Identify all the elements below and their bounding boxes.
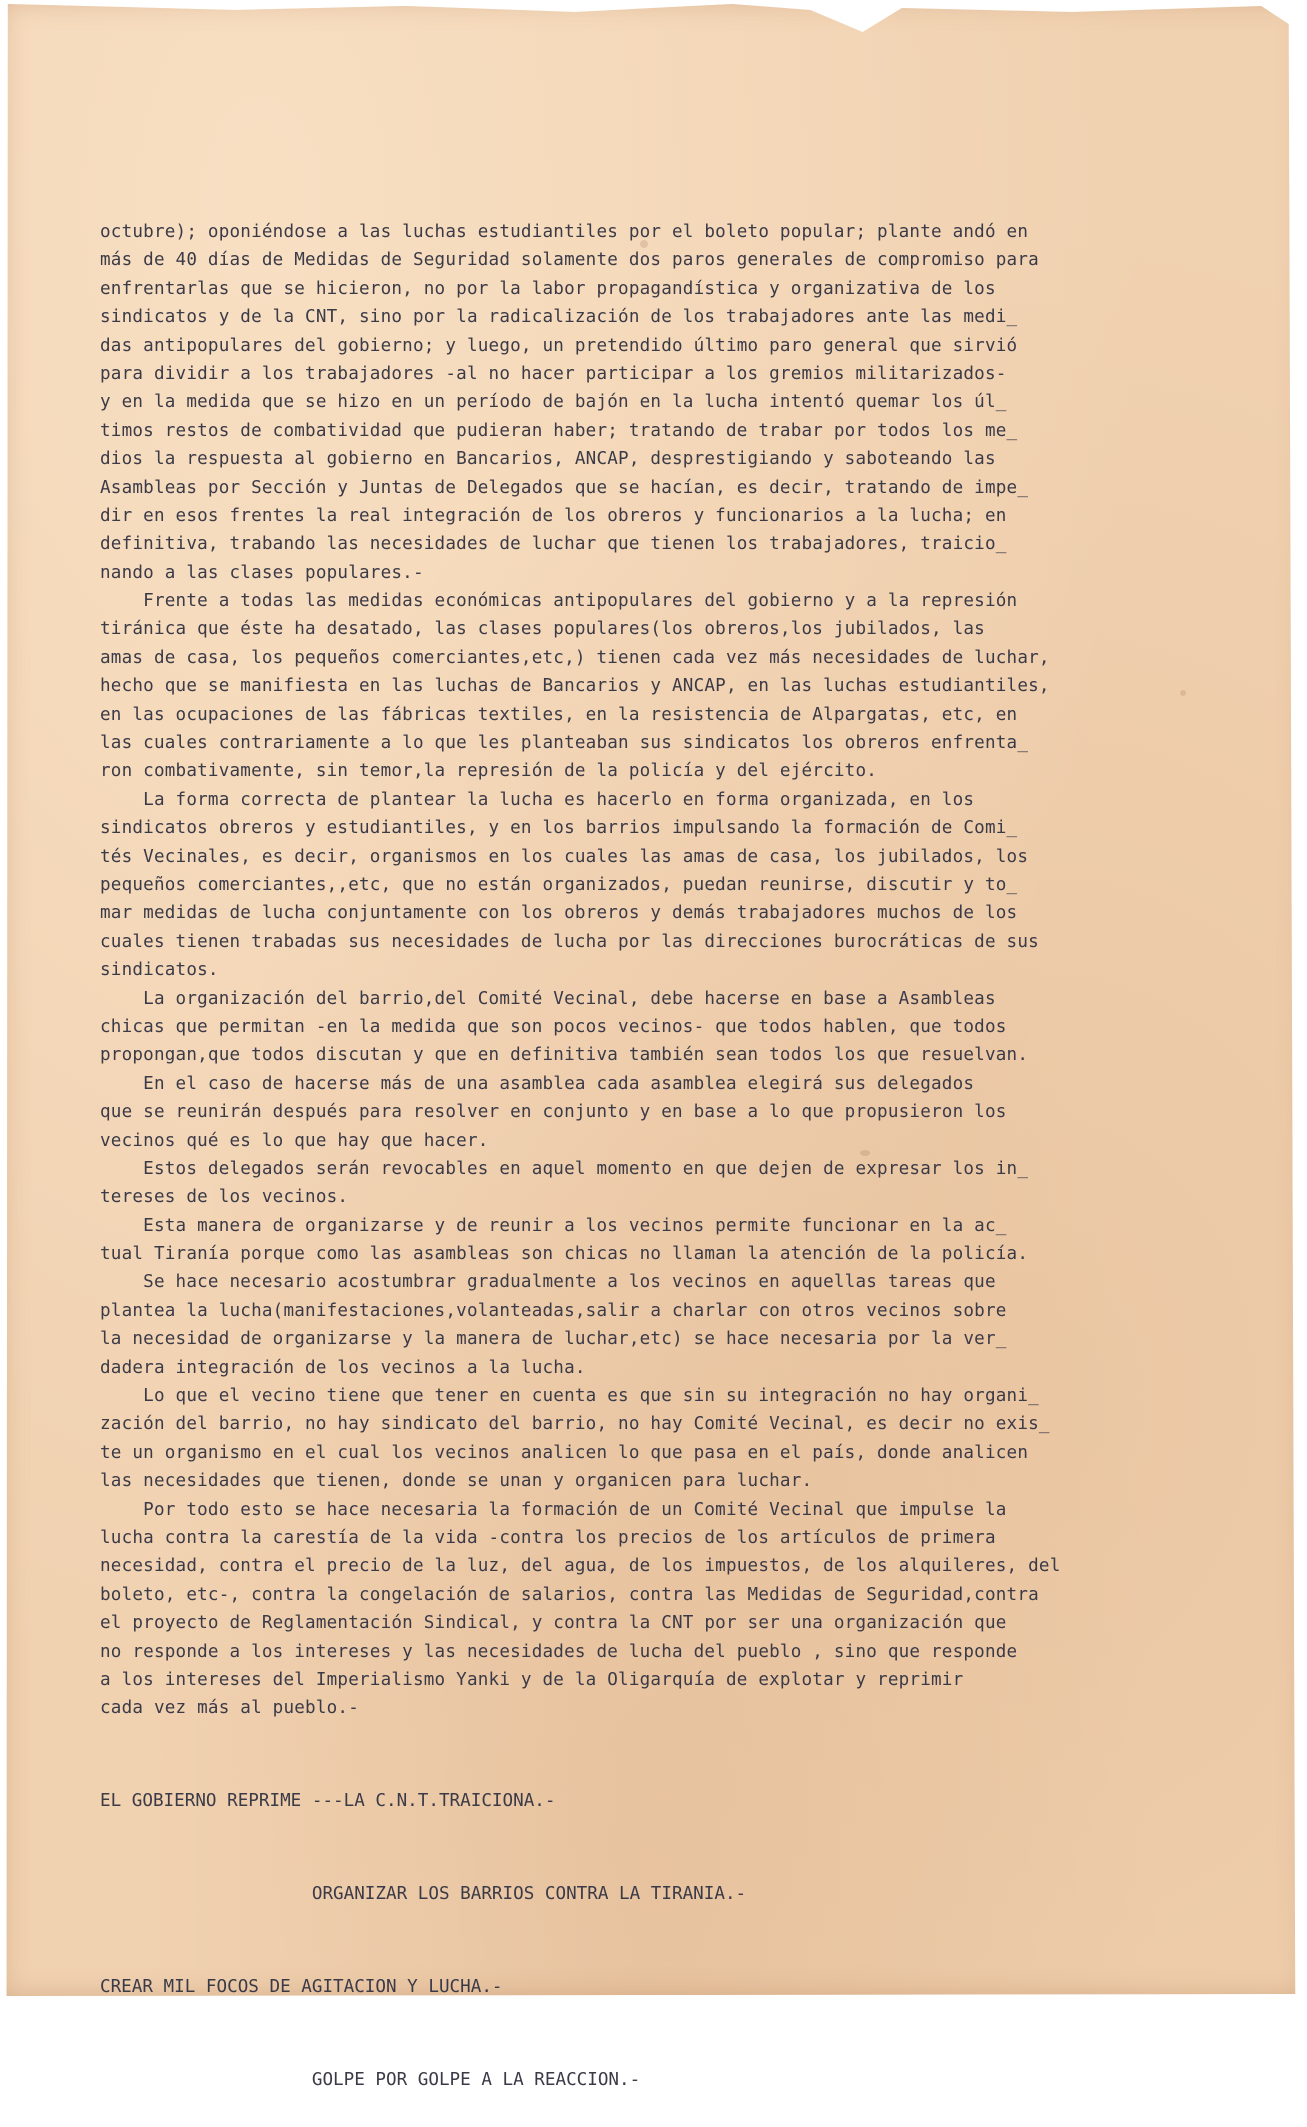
text-line: Esta manera de organizarse y de reunir a los vecinos permite funcionar en la ac_ (100, 1215, 1007, 1236)
text-line: mar medidas de lucha conjuntamente con los obreros y demás trabajadores muchos de los (100, 903, 1018, 924)
text-line: tés Vecinales, es decir, organismos en los cuales las amas de casa, los jubilados, los (100, 846, 1029, 867)
text-line: definitiva, trabando las necesidades de luchar que tienen los trabajadores, traicio_ (100, 534, 1007, 555)
text-line: para dividir a los trabajadores -al no hacer participar a los gremios militarizados- (100, 363, 1007, 384)
paragraph (100, 985, 1210, 1070)
text-line: necesidad, contra el precio de la luz, del agua, de los impuestos, de los alquileres, del (100, 1556, 1061, 1577)
text-line: las necesidades que tienen, donde se unan y organicen para luchar. (100, 1471, 813, 1492)
text-line: en las ocupaciones de las fábricas textiles, en la resistencia de Alpargatas, etc, en (100, 704, 1018, 725)
text-line: más de 40 días de Medidas de Seguridad solamente dos paros generales de compromiso para (100, 250, 1039, 271)
text-line: sindicatos. (100, 960, 219, 981)
text-line: La organización del barrio,del Comité Vecinal, debe hacerse en base a Asambleas (100, 988, 996, 1009)
text-line: Asambleas por Sección y Juntas de Delegados que se hacían, es decir, tratando de impe_ (100, 477, 1029, 498)
text-line: pequeños comerciantes,,etc, que no están organizados, puedan reunirse, discutir y to_ (100, 874, 1018, 895)
text-line: las cuales contrariamente a lo que les planteaban sus sindicatos los obreros enfrenta_ (100, 733, 1029, 754)
text-line: zación del barrio, no hay sindicato del barrio, no hay Comité Vecinal, es decir no exis_ (100, 1414, 1050, 1435)
text-line: propongan,que todos discutan y que en definitiva también sean todos los que resuelvan. (100, 1045, 1029, 1066)
text-line: sindicatos y de la CNT, sino por la radicalización de los trabajadores ante las medi_ (100, 307, 1018, 328)
paragraph (100, 786, 1210, 985)
text-line: que se reunirán después para resolver en conjunto y en base a lo que propusieron los (100, 1102, 1007, 1123)
slogan-line: CREAR MIL FOCOS DE AGITACION Y LUCHA.- (100, 1977, 503, 1997)
text-line: das antipopulares del gobierno; y luego, un pretendido último paro general que sirvió (100, 335, 1018, 356)
text-line: enfrentarlas que se hicieron, no por la labor propagandística y organizativa de los (100, 278, 996, 299)
text-line: te un organismo en el cual los vecinos analicen lo que pasa en el país, donde analicen (100, 1442, 1029, 1463)
text-line: Frente a todas las medidas económicas antipopulares del gobierno y a la represión (100, 591, 1018, 612)
text-line: no responde a los intereses y las necesidades de lucha del pueblo , sino que responde (100, 1641, 1018, 1662)
text-line: Estos delegados serán revocables en aquel momento en que dejen de expresar los in_ (100, 1158, 1029, 1179)
text-line: ron combativamente, sin temor,la represión de la policía y del ejército. (100, 761, 878, 782)
text-line: lucha contra la carestía de la vida -contra los precios de los artículos de primera (100, 1527, 996, 1548)
text-line: Por todo esto se hace necesaria la formación de un Comité Vecinal que impulse la (100, 1499, 1007, 1520)
text-line: octubre); oponiéndose a las luchas estudiantiles por el boleto popular; plante andó en (100, 222, 1029, 242)
text-line: la necesidad de organizarse y la manera de luchar,etc) se hace necesaria por la ver_ (100, 1329, 1007, 1350)
text-line: hecho que se manifiesta en las luchas de Bancarios y ANCAP, en las luchas estudiantiles, (100, 676, 1050, 697)
paragraph (100, 1070, 1210, 1155)
text-line: el proyecto de Reglamentación Sindical, y contra la CNT por ser una organización que (100, 1613, 1007, 1634)
text-line: plantea la lucha(manifestaciones,volanteadas,salir a charlar con otros vecinos sobre (100, 1300, 1007, 1321)
text-line: cuales tienen trabadas sus necesidades de lucha por las direcciones burocráticas de sus (100, 931, 1039, 952)
text-line: timos restos de combatividad que pudieran haber; tratando de trabar por todos los me_ (100, 420, 1018, 441)
text-line: cada vez más al pueblo.- (100, 1698, 360, 1719)
text-line: chicas que permitan -en la medida que son pocos vecinos- que todos hablen, que todos (100, 1016, 1007, 1037)
document-body (100, 218, 1210, 1723)
text-line: dir en esos frentes la real integración de los obreros y funcionarios a la lucha; en (100, 505, 1007, 526)
paragraph (100, 1268, 1210, 1382)
text-line: tereses de los vecinos. (100, 1187, 349, 1208)
text-line: tual Tiranía porque como las asambleas son chicas no llaman la atención de la policía. (100, 1244, 1029, 1265)
text-line: boleto, etc-, contra la congelación de salarios, contra las Medidas de Seguridad,contra (100, 1584, 1039, 1605)
paragraph (100, 1212, 1210, 1269)
text-line: vecinos qué es lo que hay que hacer. (100, 1130, 489, 1151)
text-line: dios la respuesta al gobierno en Bancarios, ANCAP, desprestigiando y saboteando las (100, 449, 996, 470)
text-line: Se hace necesario acostumbrar gradualmente a los vecinos en aquellas tareas que (100, 1272, 996, 1293)
text-line: La forma correcta de plantear la lucha es hacerlo en forma organizada, en los (100, 789, 975, 810)
slogan-line: GOLPE POR GOLPE A LA REACCION.- (100, 2070, 641, 2090)
text-line: tiránica que éste ha desatado, las clases populares(los obreros,los jubilados, las (100, 619, 985, 640)
paragraph (100, 1382, 1210, 1496)
text-line: a los intereses del Imperialismo Yanki y de la Oligarquía de explotar y reprimir (100, 1669, 964, 1690)
slogans-block (100, 1724, 1210, 2127)
slogan-line: ORGANIZAR LOS BARRIOS CONTRA LA TIRANIA.- (100, 1884, 747, 1904)
text-line: Lo que el vecino tiene que tener en cuenta es que sin su integración no hay organi_ (100, 1386, 1039, 1407)
paragraph (100, 1155, 1210, 1212)
paragraph (100, 587, 1210, 786)
text-line: nando a las clases populares.- (100, 562, 424, 583)
text-line: sindicatos obreros y estudiantiles, y en los barrios impulsando la formación de Comi_ (100, 818, 1018, 839)
text-line: dadera integración de los vecinos a la lucha. (100, 1357, 586, 1378)
paragraph (100, 1496, 1210, 1723)
text-line: amas de casa, los pequeños comerciantes,etc,) tienen cada vez más necesidades de luchar, (100, 647, 1050, 668)
paragraph (100, 218, 1210, 587)
text-line: En el caso de hacerse más de una asamblea cada asamblea elegirá sus delegados (100, 1073, 975, 1094)
slogan-line: EL GOBIERNO REPRIME ---LA C.N.T.TRAICIONA.- (100, 1791, 556, 1811)
text-line: y en la medida que se hizo en un período de bajón en la lucha intentó quemar los úl_ (100, 392, 1007, 413)
